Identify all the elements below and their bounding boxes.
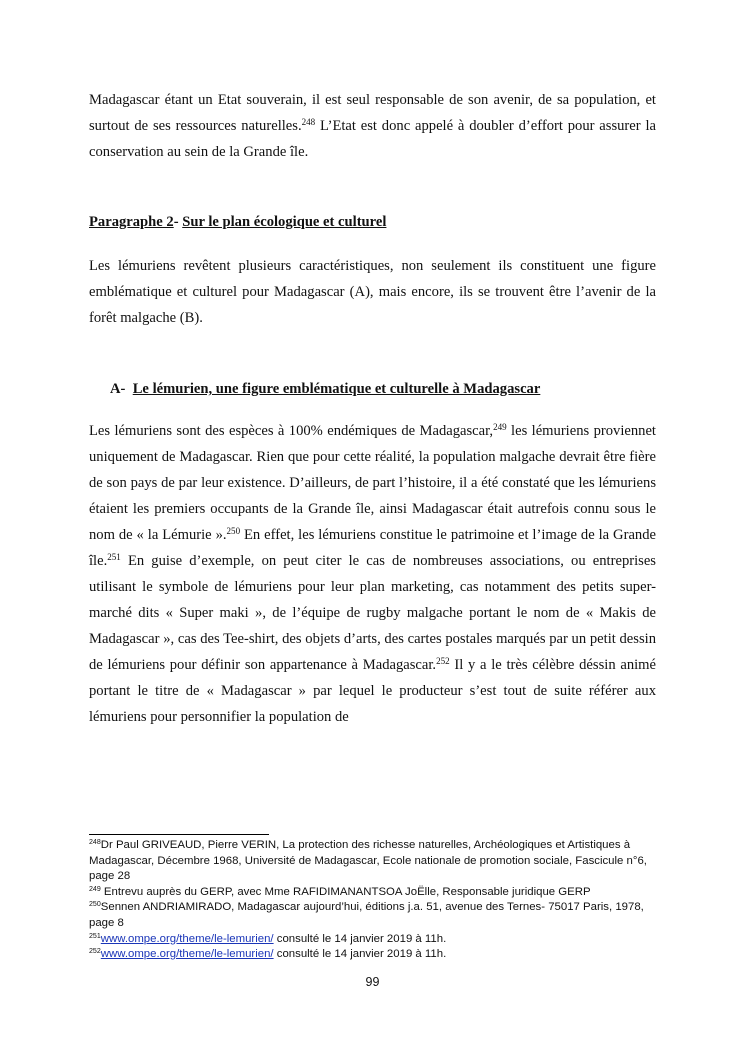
subsection-title: Le lémurien, une figure emblématique et culturelle à Madagascar [132, 381, 541, 397]
footnote-number: 252 [89, 948, 101, 956]
footnote-248 [89, 838, 656, 885]
footnote-text: Entrevu auprès du GERP, avec Mme RAFIDIMANANTSOA JoËlle, Responsable juridique GERP [100, 885, 591, 898]
footnote-ref-252[interactable]: 252 [436, 656, 450, 667]
paragraph-text: Les lémuriens sont des espèces à 100% endémiques de Madagascar, [89, 423, 494, 439]
footnote-link[interactable]: www.ompe.org/theme/le-lemurien/ [100, 948, 274, 961]
subsection-heading-a [110, 381, 540, 398]
footnotes [89, 838, 656, 963]
footnote-252 [89, 947, 656, 963]
heading-prefix: Paragraphe 2 [89, 214, 174, 230]
footnote-ref-248[interactable]: 248 [301, 117, 316, 128]
footnote-251 [89, 932, 656, 948]
footnote-number: 249 [89, 885, 101, 893]
footnote-text: Sennen ANDRIAMIRADO, Madagascar aujourd’hui, éditions j.a. 51, avenue des Ternes- 75017 Paris, 1978, page 8 [89, 901, 644, 929]
footnote-number: 250 [89, 901, 101, 909]
heading-title: Sur le plan écologique et culturel [182, 214, 387, 230]
paragraph-intro-lemurs: Les lémuriens revêtent plusieurs caractéristiques, non seulement ils constituent une figure emblématique et culturel pour Madagascar (A), mais encore, ils se trouvent être l’avenir de la forêt malgache (B). [89, 258, 656, 326]
footnote-250 [89, 900, 656, 931]
paragraph-text: L’Etat est donc appelé à doubler d’effort pour assurer la conservation au sein de la Grande île. [89, 118, 656, 160]
footnote-separator [89, 834, 269, 835]
footnote-249 [89, 885, 656, 901]
section-heading-paragraphe-2 [89, 214, 386, 231]
footnote-number: 248 [89, 839, 101, 847]
footnote-text: consulté le 14 janvier 2019 à 11h. [273, 932, 447, 945]
footnote-text: Dr Paul GRIVEAUD, Pierre VERIN, La protection des richesse naturelles, Archéologiques et Artistiques à Madagascar, Décembre 1968, Université de Madagascar, Ecole nationale de promotion sociale, Fascicule n°6, page 28 [89, 839, 647, 883]
subsection-letter: A- [110, 381, 126, 397]
paragraph-text: Madagascar étant un Etat souverain, il est seul responsable de son avenir, de sa population, et surtout de ses ressources naturelles. [89, 92, 656, 134]
footnote-ref-251[interactable]: 251 [107, 552, 121, 563]
paragraph-text: Il y a le très célèbre déssin animé portant le titre de « Madagascar » par lequel le producteur s’est tout de suite référer aux lémuriens pour personnifier la population de [89, 657, 656, 725]
paragraph-text: En effet, les lémuriens constitue le patrimoine et l’image de la Grande île. [89, 527, 656, 569]
paragraph-sovereignty [89, 87, 656, 165]
heading-dash: - [173, 214, 183, 230]
paragraph-text: les lémuriens proviennet uniquement de Madagascar. Rien que pour cette réalité, la population malgache devrait être fière de son pays de par leur existence. D’ailleurs, de part l’histoire, il a été constaté que les lémuriens étaient les premiers occupants de la Grande île, ainsi Madagascar était autrefois connu sous le nom de « la Lémurie ». [89, 423, 656, 543]
footnote-text: consulté le 14 janvier 2019 à 11h. [273, 948, 447, 961]
paragraph-text: En guise d’exemple, on peut citer le cas de nombreuses associations, ou entreprises utilisant le symbole de lémuriens pour leur plan marketing, cas notamment des petits super-marché dits « Super maki », de l’équipe de rugby malgache portant le nom de « Makis de Madagascar », cas des Tee-shirt, des objets d’arts, des cartes postales marqués par un petit dessin de lémuriens pour définir son appartenance à Madagascar. [89, 553, 656, 673]
page-number: 99 [365, 975, 380, 989]
footnote-ref-249[interactable]: 249 [493, 422, 507, 433]
footnote-number: 251 [89, 932, 101, 940]
footnote-link[interactable]: www.ompe.org/theme/le-lemurien/ [100, 932, 274, 945]
paragraph-lemur-emblem [89, 418, 656, 730]
footnote-ref-250[interactable]: 250 [226, 526, 241, 537]
